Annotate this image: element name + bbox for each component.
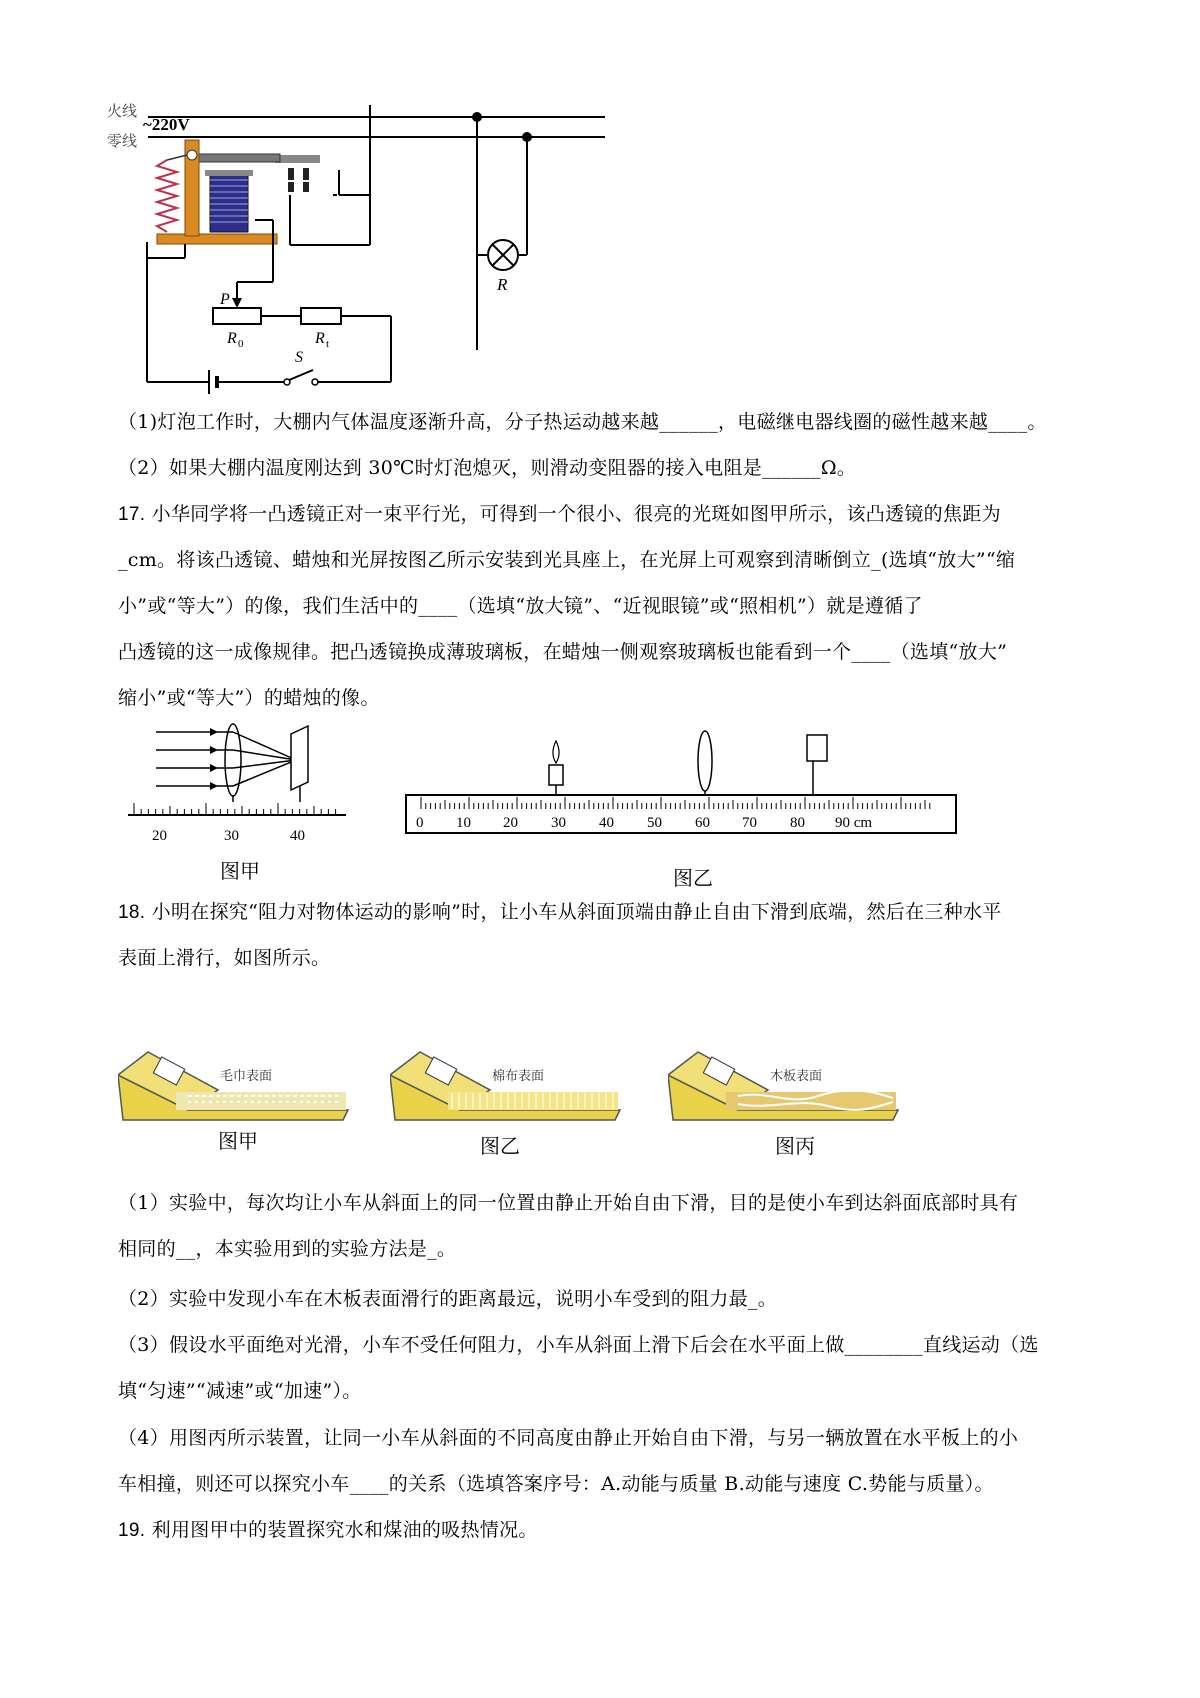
- surface-label-towel: 毛巾表面: [220, 1068, 273, 1083]
- ramp-figure-cotton: [390, 1050, 635, 1130]
- q18-part2: （2）实验中发现小车在木板表面滑行的距离最远，说明小车受到的阻力最_。: [118, 1288, 778, 1310]
- fig-a-tick-label: 30: [224, 828, 239, 844]
- q16-part2: （2）如果大棚内温度刚达到 30℃时灯泡熄灭，则滑动变阻器的接入电阻是______Ω。: [118, 457, 857, 479]
- voltage-label: ~220V: [143, 115, 190, 134]
- q17-text1: 小华同学将一凸透镜正对一束平行光，可得到一个很小、很亮的光斑如图甲所示，该凸透镜的焦距为: [151, 503, 1001, 525]
- r0-subscript: 0: [238, 338, 244, 350]
- q19-number: 19.: [118, 1520, 146, 1541]
- lamp-label: R: [497, 275, 508, 294]
- rt-subscript: t: [326, 338, 330, 350]
- svg-text:R: R: [315, 330, 325, 347]
- fig-b-tick-label: 90 cm: [835, 815, 873, 831]
- fig-b-tick-label: 70: [742, 815, 757, 831]
- live-wire-label: 火线: [107, 104, 138, 120]
- optical-bench-figure: [403, 725, 963, 845]
- fig-b-tick-label: 10: [456, 815, 471, 831]
- svg-text:R: R: [227, 330, 237, 347]
- surface-label-cotton: 棉布表面: [492, 1068, 545, 1083]
- q19-text: 利用图甲中的装置探究水和煤油的吸热情况。: [151, 1519, 538, 1541]
- q18-part1a: （1）实验中，每次均让小车从斜面上的同一位置由静止开始自由下滑，目的是使小车到达斜面底部时具有: [118, 1192, 1019, 1214]
- fig-b-tick-label: 60: [695, 815, 710, 831]
- focal-length-figure: [128, 722, 350, 847]
- q18-part3b: 填“匀速”“减速”或“加速”）。: [118, 1380, 362, 1402]
- q18-part3a: （3）假设水平面绝对光滑，小车不受任何阻力，小车从斜面上滑下后会在水平面上做________直线运动（选: [118, 1334, 1039, 1356]
- fig-a-tick-label: 20: [152, 828, 167, 844]
- q17-line1: [118, 501, 1001, 528]
- q18-line1: [118, 899, 1002, 926]
- q18-part4b: 车相撞，则还可以探究小车____的关系（选填答案序号：A.动能与质量 B.动能与速度 C.势能与质量）。: [118, 1473, 994, 1495]
- q17-line3: 小”或“等大”）的像，我们生活中的____（选填“放大镜”、“近视眼镜”或“照相机”）就是遵循了: [118, 595, 923, 617]
- q17-line4: 凸透镜的这一成像规律。把凸透镜换成薄玻璃板，在蜡烛一侧观察玻璃板也能看到一个____（选填“放大”: [118, 641, 1008, 663]
- q17-line2: _cm。将该凸透镜、蜡烛和光屏按图乙所示安装到光具座上，在光屏上可观察到清晰倒立_(选填“放大”“缩: [118, 549, 1016, 571]
- q18-text1: 小明在探究“阻力对物体运动的影响”时，让小车从斜面顶端由静止自由下滑到底端，然后在三种水平: [151, 901, 1002, 923]
- fig-b-tick-label: 40: [599, 815, 614, 831]
- surface-label-wood: 木板表面: [770, 1068, 823, 1083]
- ramp-caption-a: 图甲: [218, 1129, 258, 1153]
- q18-part4a: （4）用图丙所示装置，让同一小车从斜面的不同高度由静止开始自由下滑，与另一辆放置在水平板上的小: [118, 1427, 1019, 1449]
- q18-number: 18.: [118, 902, 146, 923]
- q18-part1b: 相同的__，本实验用到的实验方法是_。: [118, 1238, 457, 1260]
- fig-b-tick-label: 50: [647, 815, 662, 831]
- q18-line2: 表面上滑行，如图所示。: [118, 947, 331, 969]
- slider-label: P: [220, 291, 230, 308]
- fig-b-tick-label: 20: [503, 815, 518, 831]
- fig-b-caption: 图乙: [673, 866, 713, 890]
- ramp-figure-towel: [118, 1050, 363, 1130]
- ramp-caption-c: 图丙: [775, 1134, 815, 1158]
- neutral-wire-label: 零线: [107, 134, 138, 150]
- ramp-caption-b: 图乙: [480, 1134, 520, 1158]
- relay-circuit-diagram: [105, 100, 645, 430]
- switch-label: S: [295, 349, 303, 366]
- ramp-figure-wood: [668, 1050, 913, 1130]
- fig-a-caption: 图甲: [220, 859, 260, 883]
- q17-line5: 缩小”或“等大”）的蜡烛的像。: [118, 687, 380, 709]
- q16-part1: （1)灯泡工作时，大棚内气体温度逐渐升高，分子热运动越来越______，电磁继电器线圈的磁性越来越____。: [118, 411, 1047, 433]
- fig-a-tick-label: 40: [290, 828, 305, 844]
- q17-number: 17.: [118, 504, 146, 525]
- fig-b-tick-label: 0: [416, 815, 424, 831]
- fig-b-tick-label: 30: [551, 815, 566, 831]
- q19-line: [118, 1517, 538, 1544]
- fig-b-tick-label: 80: [790, 815, 805, 831]
